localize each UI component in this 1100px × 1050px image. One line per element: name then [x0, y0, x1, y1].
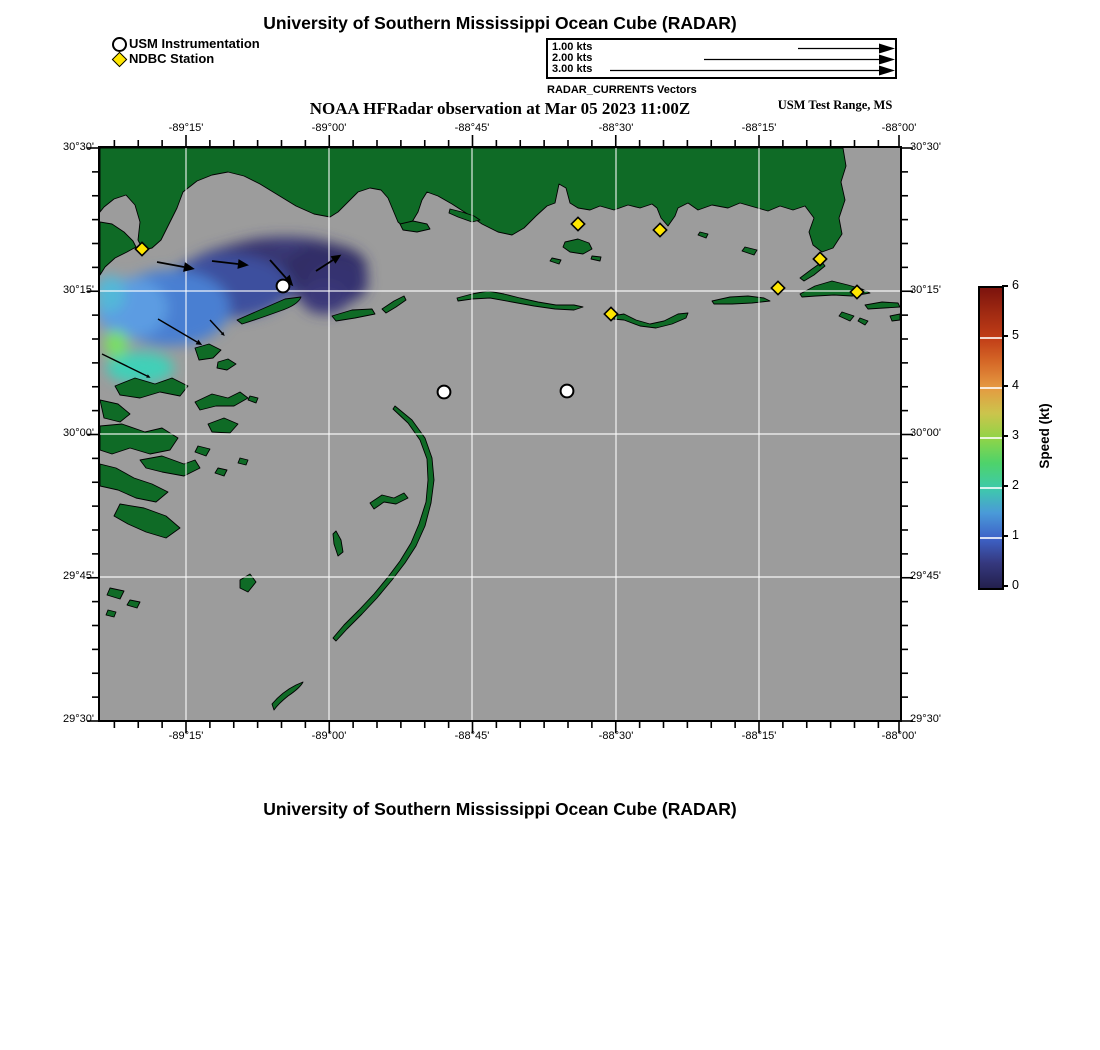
ndbc-diamond-icon [112, 52, 128, 68]
y-tick-label-right: 30°15' [910, 284, 941, 296]
radar-speed-patch [104, 330, 128, 358]
vector-caption: RADAR_CURRENTS Vectors [547, 84, 697, 96]
colorbar-separator [980, 537, 1002, 539]
colorbar-tick [1002, 585, 1008, 587]
vector-scale-label: 3.00 kts [552, 63, 593, 75]
y-tick-label-right: 30°30' [910, 141, 941, 153]
observation-title: NOAA HFRadar observation at Mar 05 2023 11:00Z [309, 99, 691, 118]
x-tick-label-top: -88°15' [741, 122, 777, 134]
scale-arrow-head [879, 44, 895, 54]
x-tick-label-top: -89°15' [168, 122, 204, 134]
y-tick-label-left: 30°30' [63, 141, 94, 153]
colorbar-tick [1002, 335, 1008, 337]
ndbc-legend-label: NDBC Station [129, 51, 215, 66]
x-tick-label-top: -88°45' [454, 122, 490, 134]
y-tick-label-left: 29°45' [63, 570, 94, 582]
figure-title-top: University of Southern Mississippi Ocean Cube (RADAR) [263, 13, 737, 33]
map-canvas [100, 148, 900, 720]
x-tick-label-bottom: -89°00' [311, 730, 347, 742]
colorbar-tick-label: 2 [1012, 478, 1019, 492]
x-tick-label-top: -88°30' [598, 122, 634, 134]
x-tick-label-bottom: -88°15' [741, 730, 777, 742]
range-label: USM Test Range, MS [777, 98, 893, 112]
figure-title-bottom: University of Southern Mississippi Ocean Cube (RADAR) [263, 799, 737, 819]
y-tick-label-right: 30°00' [910, 427, 941, 439]
colorbar-tick [1002, 535, 1008, 537]
y-tick-label-left: 29°30' [63, 713, 94, 725]
map-plot-area [98, 146, 902, 722]
y-tick-label-left: 30°00' [63, 427, 94, 439]
colorbar-tick [1002, 385, 1008, 387]
usm-legend-label: USM Instrumentation [129, 36, 260, 51]
y-tick-label-right: 29°30' [910, 713, 941, 725]
usm-station-marker [277, 280, 290, 293]
scale-arrow-head [879, 66, 895, 76]
usm-station-marker [561, 385, 574, 398]
y-tick-label-left: 30°15' [63, 284, 94, 296]
colorbar-tick [1002, 285, 1008, 287]
colorbar-tick-label: 1 [1012, 528, 1019, 542]
x-tick-label-bottom: -89°15' [168, 730, 204, 742]
vector-scale-label: 1.00 kts [552, 41, 593, 53]
scale-arrow-head [879, 55, 895, 65]
colorbar-separator [980, 387, 1002, 389]
colorbar-separator [980, 337, 1002, 339]
x-tick-label-bottom: -88°45' [454, 730, 490, 742]
colorbar-tick-label: 0 [1012, 578, 1019, 592]
colorbar-tick-label: 3 [1012, 428, 1019, 442]
usm-circle-icon [112, 37, 127, 52]
x-tick-label-top: -88°00' [881, 122, 917, 134]
vector-scale-arrows [548, 40, 895, 77]
radar-speed-patch [95, 275, 125, 313]
colorbar-tick-label: 4 [1012, 378, 1019, 392]
usm-station-marker [438, 386, 451, 399]
radar-speed-patch [301, 282, 349, 314]
vector-scale-label: 2.00 kts [552, 52, 593, 64]
x-tick-label-bottom: -88°00' [881, 730, 917, 742]
colorbar-separator [980, 437, 1002, 439]
colorbar-tick [1002, 485, 1008, 487]
vector-scale-box [546, 38, 897, 79]
colorbar-tick-label: 6 [1012, 278, 1019, 292]
colorbar-tick-label: 5 [1012, 328, 1019, 342]
colorbar-tick [1002, 435, 1008, 437]
x-tick-label-bottom: -88°30' [598, 730, 634, 742]
y-tick-label-right: 29°45' [910, 570, 941, 582]
colorbar-separator [980, 487, 1002, 489]
colorbar-title: Speed (kt) [1037, 403, 1052, 469]
colorbar [978, 286, 1004, 590]
x-tick-label-top: -89°00' [311, 122, 347, 134]
